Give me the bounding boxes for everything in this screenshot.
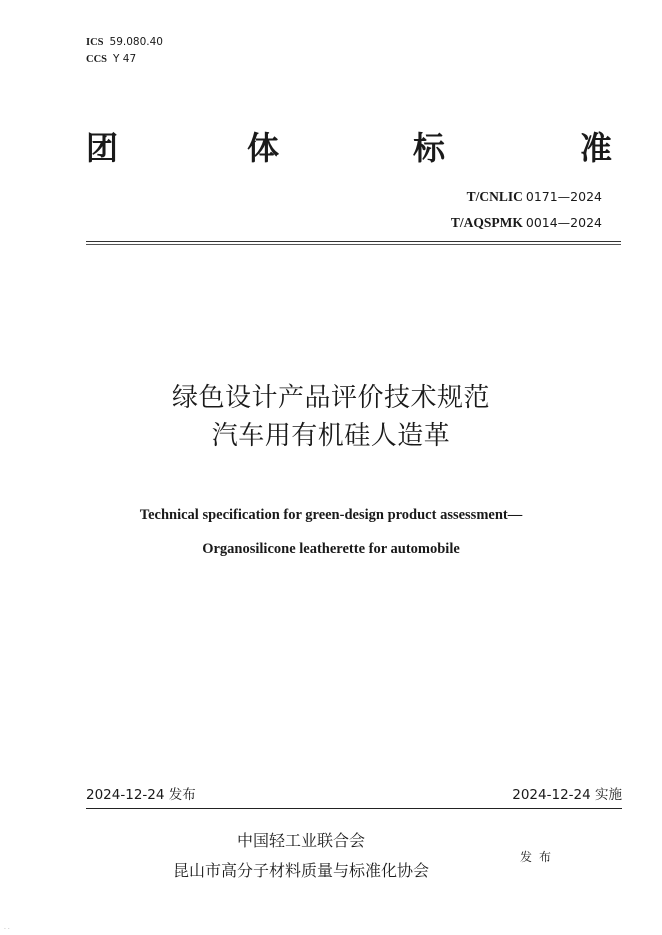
standard-code: T/CNLIC [466,189,523,204]
footer-rule [86,808,622,809]
ccs-line [86,53,136,66]
ics-label: ICS [86,37,104,48]
standard-number-1 [467,188,602,206]
header-char-3: 标 [413,129,446,167]
standard-number-value: 0171—2024 [525,189,602,204]
publish-date: 2024-12-24 发布 [86,787,196,803]
title-en-line-1: Technical specification for green-design product assessment— [139,507,523,523]
title-en-line-2: Organosilicone leatherette for automobile [202,541,460,557]
ccs-label: CCS [86,54,108,65]
header-rule-bottom [86,244,621,245]
implement-date: 2024-12-24 实施 [512,787,622,803]
standard-number-2 [451,214,602,232]
standard-code: T/AQSPMK [450,215,523,230]
standard-number-value: 0014—2024 [525,215,602,230]
title-cn-line-1: 绿色设计产品评价技术规范 [171,383,490,413]
title-cn-line-2: 汽车用有机硅人造革 [211,421,451,451]
ics-value: 59.080.40 [109,36,163,48]
ics-line [86,36,163,49]
header-char-2: 体 [247,129,280,167]
publisher-org-2: 昆山市高分子材料质量与标准化协会 [172,861,429,880]
publisher-org-1: 中国轻工业联合会 [236,831,365,850]
header-char-1: 团 [86,129,119,167]
header-char-4: 准 [580,129,613,167]
publish-label: 发布 [520,850,559,864]
header-rule-top [86,241,621,242]
scan-mark: · · [4,926,10,933]
ccs-value: Y 47 [113,53,137,65]
